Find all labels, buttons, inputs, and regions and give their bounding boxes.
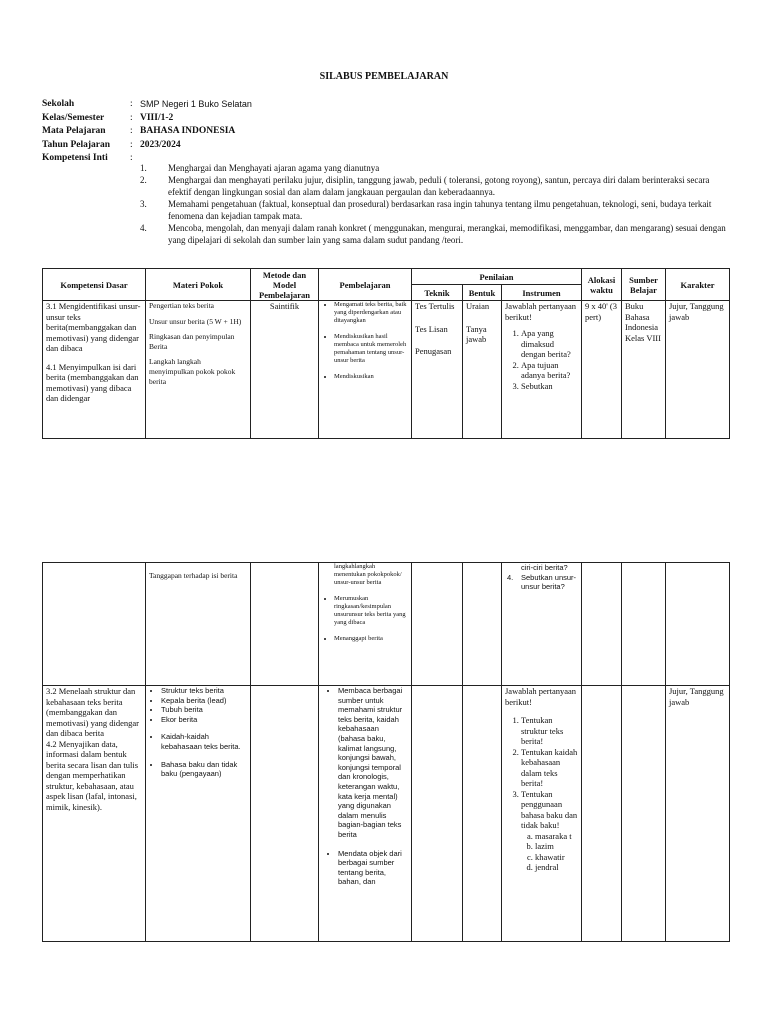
- ki-text: Menghargai dan menghayati perilaku jujur, disiplin, tanggung jawab, peduli ( toleransi, gotong royong), santun, percaya diri dalam berinteraksi secara efektif dengan lingkungan sosial dan alam dalam jangkauan pergaulan dan keberadaannya.: [168, 175, 710, 197]
- cell-metode: [251, 563, 319, 686]
- cell-metode: Saintifik: [251, 301, 319, 439]
- kd-item: 4.2 Menyajikan data, informasi dalam bentuk berita secara lisan dan tulis dengan memperhatikan struktur, kebahasaan, atau aspek lisan (lafal, intonasi, mimik, kinesik).: [46, 738, 139, 812]
- instrumen-intro: Jawablah pertanyaan berikut!: [505, 686, 577, 707]
- info-value: BAHASA INDONESIA: [140, 126, 236, 136]
- header-teknik: Teknik: [412, 285, 463, 301]
- ki-item: [140, 174, 730, 198]
- instrumen-item: 2. Tentukan kaidah kebahasaan dalam teks berita!: [521, 747, 578, 789]
- cell-karakter: [666, 563, 730, 686]
- materi-item: Langkah langkah menyimpulkan pokok pokok berita: [149, 357, 236, 386]
- materi-item: Pengertian teks berita: [149, 301, 214, 310]
- materi-item: Tanggapan terhadap isi berita: [149, 571, 238, 580]
- ki-number: 3.: [140, 199, 147, 209]
- teknik-item: Tes Lisan: [415, 323, 448, 334]
- syllabus-table-part2: [42, 562, 730, 942]
- info-row-mapel: [42, 125, 252, 139]
- cell-materi: [146, 563, 251, 686]
- info-value: SMP Negeri 1 Buko Selatan: [140, 99, 252, 109]
- instrumen-text: Sebutkan unsur-unsur berita?: [521, 572, 577, 592]
- ki-number: 1.: [140, 163, 147, 173]
- materi-item: • Struktur teks berita: [161, 686, 247, 696]
- teknik-item: Tes Tertulis: [415, 301, 455, 311]
- instrumen-subitem: b. lazim: [535, 841, 578, 852]
- cell-teknik: [412, 563, 463, 686]
- kd-item: 3.1 Mengidentifikasi unsur-unsur teks berita(membanggakan dan memotivasi) yang didengar dan dibaca: [46, 301, 141, 353]
- header-bentuk: Bentuk: [463, 285, 502, 301]
- pembelajaran-continued: langkahlangkah menentukan pokokpokok/ unsur-unsur berita: [334, 563, 402, 586]
- pembelajaran-item: • Menanggapi berita: [334, 635, 408, 643]
- cell-kd: [43, 301, 146, 439]
- pembelajaran-item: • Mendata objek dari berbagai sumber tentang berita, bahan, dan: [338, 849, 408, 887]
- info-value: 2023/2024: [140, 139, 181, 150]
- cell-alokasi: 9 x 40' (3 pert): [582, 301, 622, 439]
- info-label: Kelas/Semester: [42, 112, 105, 123]
- instrumen-subitem: d. jendral: [535, 862, 578, 873]
- header-alokasi: Alokasi waktu: [582, 269, 622, 301]
- cell-instrumen: [502, 301, 582, 439]
- instrumen-item: 2. Apa tujuan adanya berita?: [521, 360, 578, 381]
- info-label: Sekolah: [42, 99, 75, 109]
- info-label: Mata Pelajaran: [42, 126, 106, 136]
- ki-text: Menghargai dan Menghayati ajaran agama yang dianutnya: [168, 163, 380, 173]
- cell-instrumen: [502, 563, 582, 686]
- header-kompetensi-dasar: Kompetensi Dasar: [43, 269, 146, 301]
- ki-text: Memahami pengetahuan (faktual, konseptual dan prosedural) berdasarkan rasa ingin tahunya tentang ilmu pengetahuan, teknologi, seni, budaya terkait fenomena dan kejadian tampak mata.: [168, 199, 712, 221]
- cell-materi: [146, 301, 251, 439]
- header-metode: Metode dan Model Pembelajaran: [251, 269, 319, 301]
- info-value: VIII/1-2: [140, 112, 174, 123]
- kd-item: 4.1 Menyimpulkan isi dari berita (membanggakan dan memotivasi) yang dibaca dan didengar: [46, 361, 139, 403]
- instrumen-item: 3. Sebutkan: [521, 381, 578, 392]
- header-penilaian: Penilaian: [412, 269, 582, 285]
- ki-number: 2.: [140, 175, 147, 185]
- materi-item: • Tubuh berita: [161, 705, 247, 715]
- bentuk-item: Uraian: [466, 301, 490, 311]
- ki-number: 4.: [140, 223, 147, 233]
- cell-sumber: [622, 563, 666, 686]
- header-instrumen: Instrumen: [502, 285, 582, 301]
- bentuk-item: Tanya jawab: [466, 323, 487, 344]
- cell-alokasi: [582, 686, 622, 942]
- cell-kd: [43, 563, 146, 686]
- cell-metode: [251, 686, 319, 942]
- cell-alokasi: [582, 563, 622, 686]
- instrumen-item: 1. Tentukan struktur teks berita!: [521, 715, 578, 747]
- instrumen-text: Tentukan penggunaan bahasa baku dan tidak baku!: [521, 788, 578, 830]
- materi-item: • Ekor berita: [161, 715, 247, 725]
- info-colon: :: [130, 99, 133, 109]
- cell-materi: [146, 686, 251, 942]
- cell-pembelajaran: [319, 301, 412, 439]
- header-materi-pokok: Materi Pokok: [146, 269, 251, 301]
- materi-item: • Bahasa baku dan tidak baku (pengayaan): [161, 760, 247, 779]
- ki-text: Mencoba, mengolah, dan menyaji dalam ranah konkret ( menggunakan, mengurai, merangkai, memodifikasi, menggambar, dan mengarang) sesuai dengan yang dipelajari di sekolah dan sumber lain yang sama dalam sudut pandang /teori.: [168, 223, 726, 245]
- cell-karakter: Jujur, Tanggung jawab: [666, 686, 730, 942]
- cell-teknik: [412, 301, 463, 439]
- info-colon: :: [130, 112, 133, 123]
- info-label: Kompetensi Inti: [42, 153, 108, 163]
- instrumen-intro: Jawablah pertanyaan berikut!: [505, 301, 577, 322]
- pembelajaran-item: • Mengamati teks berita, baik yang diperdengarkan atau ditayangkan: [334, 301, 408, 325]
- instrumen-continued: ciri-ciri berita?: [521, 563, 568, 572]
- cell-sumber: Buku Bahasa Indonesia Kelas VIII: [622, 301, 666, 439]
- teknik-item: Penugasan: [415, 346, 452, 356]
- instrumen-number: 4.: [507, 572, 514, 582]
- info-row-sekolah: [42, 98, 252, 112]
- instrumen-subitem: c. khawatir: [535, 852, 578, 863]
- cell-instrumen: [502, 686, 582, 942]
- pembelajaran-item: • Membaca berbagai sumber untuk memahami struktur teks berita, kaidah kebahasaan (bahasa baku, kalimat langsung, konjungsi bawah, konjungsi temporal dan kronologis, keterangan waktu, kata kerja mental) yang digunakan dalam menulis bagian-bagian teks berita: [338, 686, 408, 840]
- materi-item: Ringkasan dan penyimpulan Berita: [149, 332, 235, 351]
- pembelajaran-item: • Mendiskusikan hasil membaca untuk memeroleh pemahaman tentang unsur-unsur berita: [334, 333, 408, 365]
- info-colon: :: [130, 126, 133, 136]
- header-karakter: Karakter: [666, 269, 730, 301]
- ki-item: [140, 162, 730, 174]
- info-label: Tahun Pelajaran: [42, 139, 111, 150]
- cell-kd: [43, 686, 146, 942]
- info-colon: :: [130, 153, 133, 163]
- instrumen-item: 1. Apa yang dimaksud dengan berita?: [521, 328, 578, 360]
- cell-karakter: Jujur, Tanggung jawab: [666, 301, 730, 439]
- materi-item: • Kaidah-kaidah kebahasaan teks berita.: [161, 732, 247, 751]
- materi-item: • Kepala berita (lead): [161, 696, 247, 706]
- pembelajaran-item: • Merumuskan ringkasan/kesimpulan unsurunsur teks berita yang yang dibaca: [334, 595, 408, 627]
- cell-bentuk: [463, 301, 502, 439]
- cell-pembelajaran: [319, 686, 412, 942]
- header-sumber: Sumber Belajar: [622, 269, 666, 301]
- info-row-tahun: [42, 139, 252, 153]
- cell-pembelajaran: [319, 563, 412, 686]
- cell-bentuk: [463, 686, 502, 942]
- syllabus-table-part1: [42, 268, 730, 439]
- ki-item: [140, 198, 730, 222]
- instrumen-item: [521, 789, 578, 873]
- info-row-kelas: [42, 112, 252, 126]
- header-pembelajaran: Pembelajaran: [319, 269, 412, 301]
- kompetensi-inti-list: [140, 162, 730, 246]
- materi-item: Unsur unsur berita (5 W + 1H): [149, 316, 242, 326]
- cell-sumber: [622, 686, 666, 942]
- info-block: [42, 98, 252, 166]
- cell-bentuk: [463, 563, 502, 686]
- instrumen-item: [505, 573, 578, 592]
- cell-teknik: [412, 686, 463, 942]
- instrumen-subitem: a. masaraka t: [535, 831, 578, 842]
- info-colon: :: [130, 139, 133, 150]
- pembelajaran-item: • Mendiskusikan: [334, 373, 408, 381]
- ki-item: [140, 222, 730, 246]
- kd-item: 3.2 Menelaah struktur dan kebahasaan teks berita (membanggakan dan memotivasi) yang didengar dan dibaca berita: [46, 686, 140, 738]
- document-title: SILABUS PEMBELAJARAN: [319, 71, 449, 82]
